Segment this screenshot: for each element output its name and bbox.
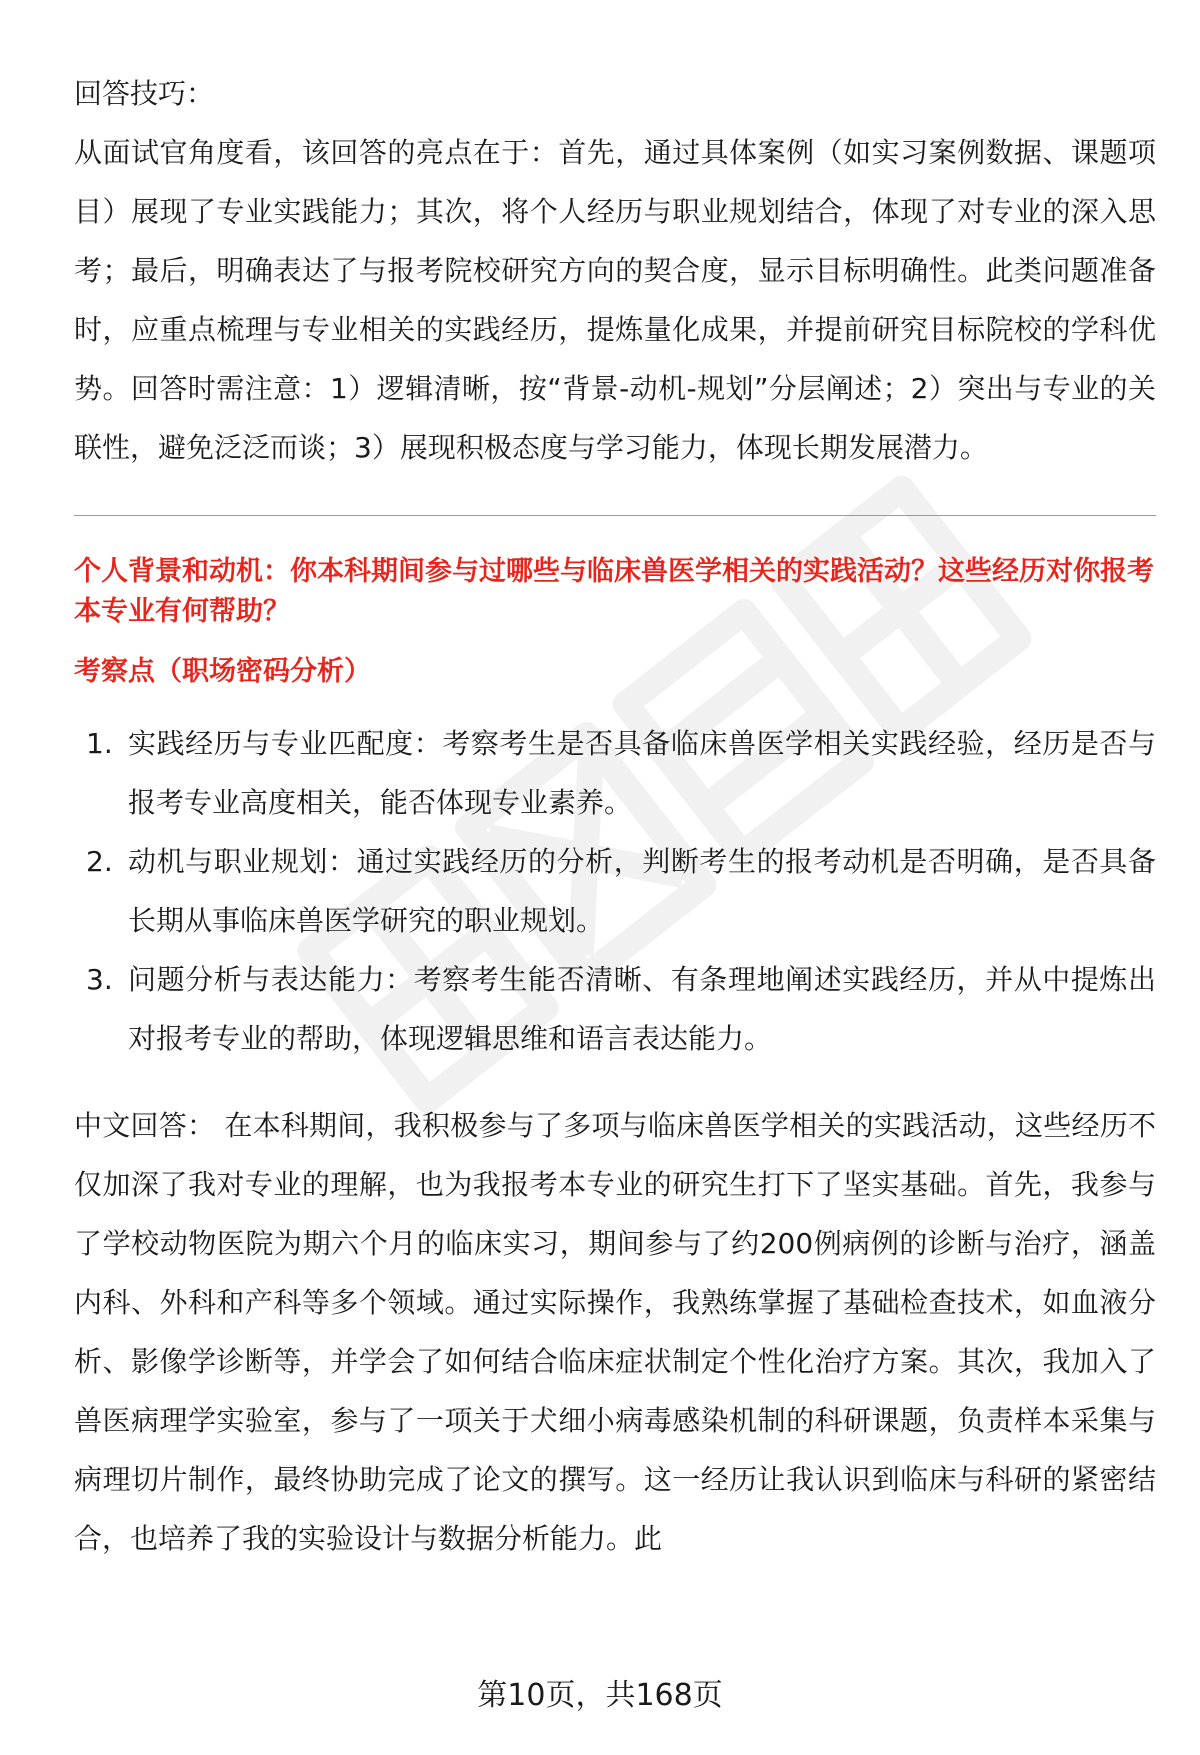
section-divider <box>74 515 1156 516</box>
list-item <box>74 714 1156 832</box>
list-item-text: 动机与职业规划：通过实践经历的分析，判断考生的报考动机是否明确，是否具备长期从事临床兽医学研究的职业规划。 <box>128 845 1156 937</box>
analysis-title: 考察点（职场密码分析） <box>74 656 371 687</box>
list-item-number: 2. <box>86 845 113 878</box>
list-item-text: 实践经历与专业匹配度：考察考生是否具备临床兽医学相关实践经验，经历是否与报考专业高度相关，能否体现专业素养。 <box>128 727 1156 819</box>
list-item-number: 1. <box>86 727 113 760</box>
tips-label: 回答技巧： <box>74 77 215 110</box>
tips-paragraph: 从面试官角度看，该回答的亮点在于：首先，通过具体案例（如实习案例数据、课题项目）展现了专业实践能力；其次，将个人经历与职业规划结合，体现了对专业的深入思考；最后，明确表达了与报考院校研究方向的契合度，显示目标明确性。此类问题准备时，应重点梳理与专业相关的实践经历，提炼量化成果，并提前研究目标院校的学科优势。回答时需注意：1）逻辑清晰，按“背景-动机-规划”分层阐述；2）突出与专业的关联性，避免泛泛而谈；3）展现积极态度与学习能力，体现长期发展潜力。 <box>74 136 1156 464</box>
list-item-text: 问题分析与表达能力：考察考生能否清晰、有条理地阐述实践经历，并从中提炼出对报考专业的帮助，体现逻辑思维和语言表达能力。 <box>128 963 1156 1055</box>
list-item <box>74 950 1156 1068</box>
answer-paragraph: 中文回答： 在本科期间，我积极参与了多项与临床兽医学相关的实践活动，这些经历不仅加深了我对专业的理解，也为我报考本专业的研究生打下了坚实基础。首先，我参与了学校动物医院为期六个月的临床实习，期间参与了约200例病例的诊断与治疗，涵盖内科、外科和产科等多个领域。通过实际操作，我熟练掌握了基础检查技术，如血液分析、影像学诊断等，并学会了如何结合临床症状制定个性化治疗方案。其次，我加入了兽医病理学实验室，参与了一项关于犬细小病毒感染机制的科研课题，负责样本采集与病理切片制作，最终协助完成了论文的撰写。这一经历让我认识到临床与科研的紧密结合，也培养了我的实验设计与数据分析能力。此 <box>74 1109 1156 1555</box>
question-heading: 个人背景和动机：你本科期间参与过哪些与临床兽医学相关的实践活动？这些经历对你报考本专业有何帮助？ <box>74 556 1154 627</box>
page-content <box>74 64 1156 1568</box>
analysis-points-list <box>74 714 1156 1068</box>
list-item <box>74 832 1156 950</box>
list-item-number: 3. <box>86 963 113 996</box>
page-number-footer: 第10页，共168页 <box>477 1678 723 1713</box>
